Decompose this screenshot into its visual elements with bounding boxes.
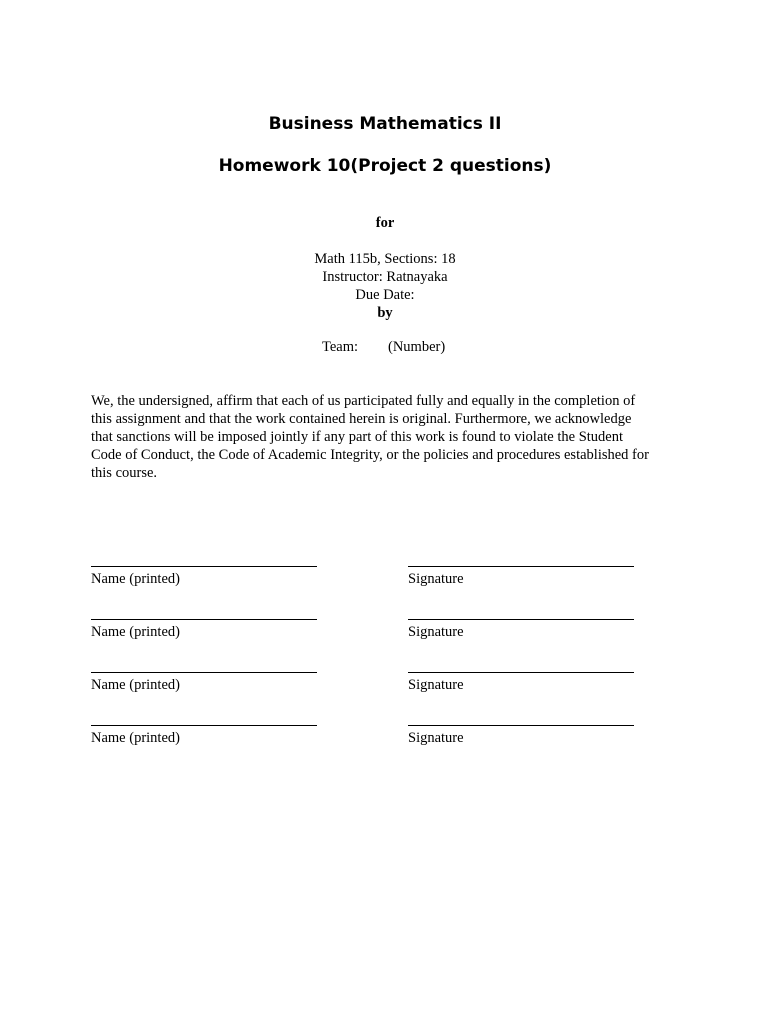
signature-label: Signature xyxy=(408,571,464,587)
affirmation-paragraph xyxy=(91,392,691,482)
affirmation-line: that sanctions will be imposed jointly if any part of this work is found to violate the Student xyxy=(91,429,623,445)
name-line[interactable] xyxy=(91,672,317,673)
for-label: for xyxy=(375,215,395,231)
affirmation-line: this assignment and that the work contained herein is original. Furthermore, we acknowledge xyxy=(91,411,632,427)
course-section: Math 115b, Sections: 18 xyxy=(314,251,456,267)
signature-label: Signature xyxy=(408,677,464,693)
course-title: Business Mathematics II xyxy=(268,114,502,134)
team-number: (Number) xyxy=(388,339,446,355)
signature-line[interactable] xyxy=(408,566,634,567)
signature-label: Signature xyxy=(408,730,464,746)
name-label: Name (printed) xyxy=(91,624,180,640)
signature-line[interactable] xyxy=(408,619,634,620)
affirmation-line: Code of Conduct, the Code of Academic Integrity, or the policies and procedures established for xyxy=(91,447,649,463)
name-label: Name (printed) xyxy=(91,571,180,587)
name-line[interactable] xyxy=(91,619,317,620)
affirmation-line: We, the undersigned, affirm that each of us participated fully and equally in the completion of xyxy=(91,393,636,409)
signature-label: Signature xyxy=(408,624,464,640)
affirmation-line: this course. xyxy=(91,465,158,481)
name-line[interactable] xyxy=(91,725,317,726)
name-line[interactable] xyxy=(91,566,317,567)
due-date: Due Date: xyxy=(355,287,415,303)
name-label: Name (printed) xyxy=(91,677,180,693)
signature-line[interactable] xyxy=(408,725,634,726)
by-label: by xyxy=(377,305,393,321)
name-label: Name (printed) xyxy=(91,730,180,746)
team-label: Team: xyxy=(322,339,359,355)
signature-line[interactable] xyxy=(408,672,634,673)
instructor: Instructor: Ratnayaka xyxy=(322,269,448,285)
assignment-title: Homework 10(Project 2 questions) xyxy=(218,156,552,176)
